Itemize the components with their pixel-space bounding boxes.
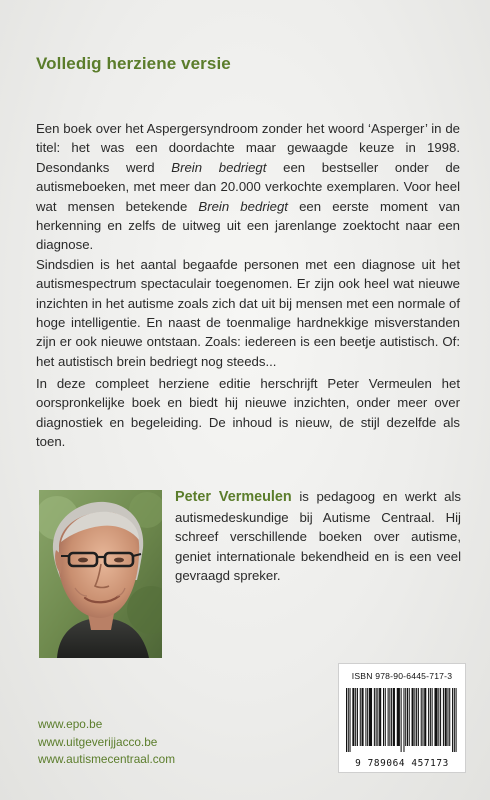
barcode-bar — [388, 688, 389, 746]
edition-paragraph: In deze compleet herziene editie herschrijft Peter Vermeulen het oorspronkelijke boek en biedt hij nieuwe inzichten, onder meer over diagnostiek en begeleiding. De inhoud is nieuw, de stijl dezelfde als toen. — [36, 376, 460, 450]
intro-paragraph-1: Een boek over het Aspergersyndroom zonder het woord ‘Asperger’ in de titel: het was een doordachte maar gewaagde keuze in 1998. Desondanks werd Brein bedriegt een bestseller onder de autismeboeken, met meer dan 20.000 verkochte exemplaren. Voor heel wat mensen betekende Brein bedriegt een eerste moment van herkenning en zelfs de uitweg uit een jarenlange zoektocht naar een diagnose. — [36, 121, 461, 253]
barcode-bar — [383, 688, 384, 746]
publisher-links — [38, 716, 175, 769]
barcode-bar — [376, 688, 377, 746]
barcode-bar — [346, 688, 347, 752]
barcode-bar — [360, 688, 361, 746]
intro-paragraph-2: Sindsdien is het aantal begaafde personen met een diagnose uit het autismespectrum spectaculair toegenomen. Er zijn ook heel wat nieuwe inzichten in het autisme zoals zich dat uit bij mensen met een normale of hoge intelligentie. En naast de toenmalige hardnekkige misverstanden zijn er ook nieuwe ontstaan. Zoals: iedereen is een beetje autistisch. Of: het autistisch brein bedriegt nog steeds... — [36, 256, 460, 369]
barcode-bar — [355, 688, 356, 746]
barcode-bar — [416, 688, 417, 746]
barcode-bar — [430, 688, 431, 746]
barcode-bar — [454, 688, 455, 752]
barcode-bar — [407, 688, 408, 746]
barcode-digits: 9 789064 457173 — [355, 758, 449, 769]
barcode-bar — [412, 688, 414, 746]
barcode-bar — [449, 688, 450, 746]
barcode-bar — [443, 688, 444, 746]
link-epo[interactable]: www.epo.be — [38, 717, 103, 731]
isbn-label: ISBN 978-90-6445-717-3 — [351, 671, 453, 681]
barcode-bar — [401, 688, 402, 752]
author-bio — [175, 487, 461, 586]
barcode-bar — [397, 688, 400, 746]
cover-heading: Volledig herziene versie — [36, 54, 231, 73]
barcode-bar — [389, 688, 390, 746]
barcode-bar — [452, 688, 453, 752]
barcode-bar — [385, 688, 386, 746]
barcode-bar — [393, 688, 395, 746]
barcode-bar — [434, 688, 437, 746]
barcode-bar — [379, 688, 381, 746]
barcode-bar — [447, 688, 448, 746]
intro-text — [36, 119, 460, 371]
barcode-bar — [422, 688, 423, 746]
barcode-bar — [391, 688, 392, 746]
link-autismecentraal[interactable]: www.autismecentraal.com — [38, 752, 176, 767]
author-portrait-image — [39, 490, 162, 658]
barcode-bar — [352, 688, 354, 746]
barcode-bar — [348, 688, 349, 752]
barcode-bar — [421, 688, 422, 746]
barcode-bar — [405, 688, 406, 746]
book-title-mention: Brein bedriegt — [198, 198, 288, 214]
barcode-bar — [432, 688, 433, 746]
barcode-image — [345, 688, 459, 752]
barcode-bar — [456, 688, 457, 752]
barcode-bar — [414, 688, 415, 746]
barcode-bar — [365, 688, 366, 746]
barcode-bar — [438, 688, 439, 746]
book-title-mention: Brein bedriegt — [171, 159, 267, 175]
barcode-bar — [424, 688, 426, 746]
link-uitgeverijjacco[interactable]: www.uitgeverijjacco.be — [38, 734, 158, 749]
barcode-bar — [409, 688, 410, 746]
author-photo — [39, 490, 162, 658]
barcode-bar — [357, 688, 358, 746]
barcode-bar — [374, 688, 375, 746]
author-bio-text: is pedagoog en werkt als autismedeskundige bij Autisme Centraal. Hij schreef verschillende boeken over autisme, geniet internationale bekendheid en is een veel gevraagd spreker. — [175, 489, 461, 584]
barcode-bar — [367, 688, 368, 746]
author-name: Peter Vermeulen — [175, 489, 292, 505]
barcode-bar — [350, 688, 351, 752]
barcode-bar — [440, 688, 441, 746]
edition-text — [36, 374, 460, 452]
isbn-barcode — [338, 663, 466, 773]
barcode-bar — [362, 688, 364, 746]
barcode-bar — [369, 688, 372, 746]
barcode-bar — [403, 688, 404, 752]
barcode-bar — [418, 688, 419, 746]
barcode-bar — [428, 688, 429, 746]
barcode-bar — [445, 688, 447, 746]
barcode-bar — [377, 688, 378, 746]
